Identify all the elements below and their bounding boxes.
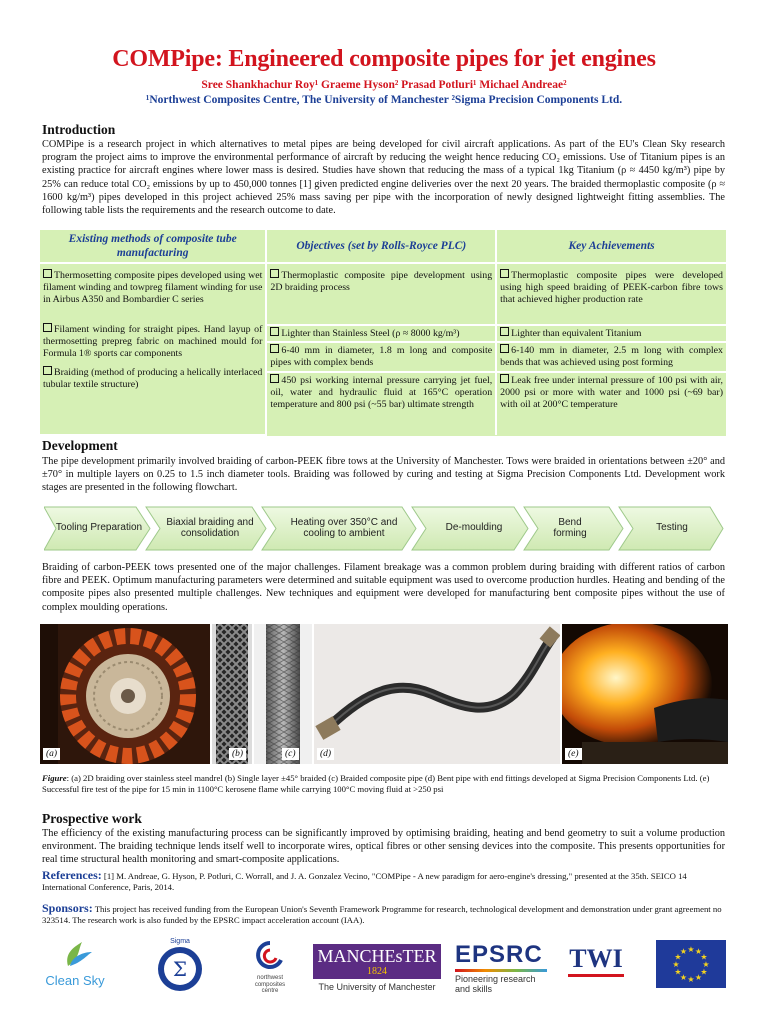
affiliations: ¹Northwest Composites Centre, The University of Manchester ²Sigma Precision Components Ltd. (145, 94, 623, 106)
prospective-heading: Prospective work (42, 811, 142, 826)
checkbox-bullet-icon (43, 366, 52, 375)
checkbox-bullet-icon (270, 344, 279, 353)
photo-braided-pipe (254, 624, 312, 764)
eu-star-icon: ★ (694, 972, 703, 982)
prospective-text: The efficiency of the existing manufacturing process can be significantly improved by optimising braiding, heating and bend geometry to suit a volume production environment. The braiding technique lends itself well to incorporate wires, optical fibres or other sensing devices into the composite. This presents opportunities for real time structural health monitoring and smart-composite applications. (42, 828, 725, 866)
flow-step-bend-forming: Bend forming (553, 516, 587, 539)
achievement-text: Thermoplastic composite pipes were developed using high speed braiding of PEEK-carbon fibre tows that achieved higher production rate (500, 270, 723, 306)
achievement-text: Lighter than equivalent Titanium (511, 328, 642, 339)
objective-text: Thermoplastic composite pipe development using 2D braiding process (270, 270, 493, 294)
figure-caption-label: Figure (42, 773, 67, 783)
figure-caption-text: : (a) 2D braiding over stainless steel mandrel (b) Single layer ±45° braided (c) Braided composite pipe (d) Bent pipe with end fittings developed at Sigma Precision Components Ltd. (e) Successful fire test of the pipe for 15 min in 1100°C kerosene flame while carrying 100°C moving fluid at >250 psi (42, 773, 710, 795)
clean-sky-logo (38, 940, 112, 992)
figure-label-c: (c) (282, 748, 299, 760)
eu-star-icon: ★ (679, 972, 688, 982)
twi-wordmark: TWI (568, 944, 624, 977)
table-cell-achievement (496, 372, 726, 435)
sponsors-label: Sponsors: (42, 901, 93, 915)
eu-star-icon: ★ (674, 952, 682, 962)
existing-method-item: Thermosetting composite pipes developed using wet filament winding and towpreg filament winding for use in Airbus A350 and Bombardier C series (43, 270, 263, 306)
objective-text: Lighter than Stainless Steel (ρ ≈ 8000 kg/m³) (281, 328, 460, 339)
photo-single-layer-braid (212, 624, 252, 764)
nwcc-swirl-icon (245, 940, 295, 970)
existing-method-item: Filament winding for straight pipes. Hand layup of thermosetting prepreg fabric on machined mould for Formula 1® sports car components (43, 323, 263, 360)
references-text: [1] M. Andreae, G. Hyson, P. Potluri, C. Worrall, and J. A. Gonzalez Vecino, "COMPipe - A new paradigm for aero-engine's dressing," presented at the 35th. SEICO 14 International Conference, Paris, 2014. (42, 871, 687, 892)
column-header-objectives: Objectives (set by Rolls-Royce PLC) (266, 230, 496, 263)
checkbox-bullet-icon (43, 269, 52, 278)
checkbox-bullet-icon (500, 269, 509, 278)
author-list: Sree Shankhachur Roy¹ Graeme Hyson² Prasad Potluri¹ Michael Andreae² (201, 79, 567, 91)
references-label: References: (42, 868, 102, 882)
table-cell-achievement (496, 325, 726, 342)
eu-star-icon: ★ (679, 947, 688, 957)
figure-label-a: (a) (43, 748, 60, 760)
twi-logo (568, 944, 624, 996)
flow-step-testing: Testing (656, 522, 688, 534)
manchester-wordmark: MANCHEsTER (313, 944, 441, 966)
figure-label-b: (b) (229, 748, 246, 760)
objective-text: 6-40 mm in diameter, 1.8 m long and composite pipes with complex bends (270, 345, 493, 369)
clean-sky-icon (38, 940, 112, 970)
figure-label-d: (d) (317, 748, 334, 760)
achievement-text: 6-140 mm in diameter, 2.5 m long with complex bends that was achieved using post forming (500, 345, 723, 369)
photo-bent-pipe (314, 624, 560, 764)
sigma-icon (150, 945, 210, 993)
epsrc-subtitle: Pioneering research and skills (455, 974, 536, 994)
eu-flag-icon (656, 940, 726, 988)
objective-text: 450 psi working internal pressure carrying jet fuel, oil, water and hydraulic fluid at 165°C operation temperature and 800 psi (~55 bar) ultimate strength (270, 374, 493, 411)
eu-star-icon: ★ (694, 947, 703, 957)
checkbox-bullet-icon (270, 269, 279, 278)
fire-test-image (562, 624, 728, 764)
figure-caption (42, 773, 725, 795)
checkbox-bullet-icon (500, 327, 509, 336)
checkbox-bullet-icon (500, 374, 509, 383)
eu-star-icon: ★ (672, 960, 680, 969)
nwcc-text-line: centre (261, 988, 279, 994)
manchester-year: 1824 (313, 966, 441, 979)
checkbox-bullet-icon (43, 323, 52, 332)
existing-method-item: Braiding (method of producing a helically interlaced tubular textile structure) (43, 367, 263, 391)
table-cell-achievement (496, 342, 726, 371)
photo-braiding-machine (40, 624, 210, 764)
references (42, 870, 725, 893)
introduction-text: COMPipe is a research project in which alternatives to metal pipes are being developed for civil aircraft applications. As part of the EU's Clean Sky research program the project aims to improve the environmental performance of aircraft by reducing the weight hence reducing CO₂ emissions. Use of Titanium pipes is an existing practice for aircraft engines where lower mass is desired. Studies have shown that reducing the mass of a typical 1kg Titanium (ρ ≈ 4450 kg/m³) pipe by 25% can reduce total CO₂ emissions by up to 450,000 tonnes [1] given predicted engine deliveries over the next 20 years. The braided thermoplastic composite (ρ ≈ 1600 kg/m³) pipes developed in this project achieved 25% mass saving per pipe with the incorporation of newly designed lightweight fitting assemblies. The following table lists the requirements and the research outcome to date. (42, 139, 725, 217)
eu-flag-logo (656, 940, 726, 992)
epsrc-color-bar (455, 969, 547, 972)
flow-step-braiding: Biaxial braiding and consolidation (166, 516, 254, 539)
manchester-logo (313, 944, 441, 996)
epsrc-logo (455, 942, 547, 994)
bent-pipe-image (314, 624, 560, 764)
sponsors (42, 903, 725, 926)
eu-star-icon: ★ (687, 945, 695, 954)
eu-star-icon: ★ (702, 960, 710, 969)
epsrc-wordmark: EPSRC (455, 941, 543, 968)
photo-fire-test (562, 624, 728, 764)
clean-sky-text: Clean Sky (45, 973, 105, 988)
checkbox-bullet-icon (270, 374, 279, 383)
braid-texture-image (212, 624, 252, 764)
existing-methods-cell (40, 263, 266, 435)
development-text: The pipe development primarily involved braiding of carbon-PEEK fibre tows at the University of Manchester. Tows were braided in orientations between ±20° and ±70° in multiple layers on 0.25 to 1.5 inch diameter tools. Braiding was followed by curing and testing at Sigma Precision Components Ltd. Development work stages are presented in the following flowchart. (42, 456, 725, 494)
table-cell-objective (266, 325, 496, 342)
braiding-machine-image (40, 624, 210, 764)
table-cell-objective (266, 342, 496, 371)
braided-pipe-image (254, 624, 312, 764)
flow-step-demoulding: De-moulding (445, 522, 503, 534)
sigma-text: Sigma (170, 938, 190, 945)
nwcc-text-line: northwest (256, 975, 283, 981)
table-cell-achievement (496, 263, 726, 325)
poster-title: COMPipe: Engineered composite pipes for jet engines (112, 46, 656, 72)
nwcc-text-line: composites (254, 981, 286, 988)
figure-label-e: (e) (565, 748, 582, 760)
table-cell-objective (266, 263, 496, 325)
table-cell-objective (266, 372, 496, 435)
column-header-existing: Existing methods of composite tube manufacturing (40, 230, 266, 263)
svg-text:Σ: Σ (172, 957, 188, 981)
eu-star-icon: ★ (687, 975, 695, 984)
eu-star-icon: ★ (700, 967, 708, 977)
achievement-text: Leak free under internal pressure of 100 psi with air, 2000 psi or more with water and 1000 psi (~69 bar) with oil at 200°C temperature (500, 374, 723, 411)
introduction-heading: Introduction (42, 122, 116, 137)
flow-step-tooling: Tooling Preparation (55, 522, 143, 534)
checkbox-bullet-icon (500, 344, 509, 353)
development-heading: Development (42, 438, 118, 453)
checkbox-bullet-icon (270, 327, 279, 336)
eu-star-icon: ★ (700, 952, 708, 962)
manchester-subtitle: The University of Manchester (318, 982, 436, 992)
sigma-logo (150, 938, 210, 990)
sponsors-text: This project has received funding from the European Union's Seventh Framework Programme for research, technological development and demonstration under grant agreement no 323514. The research work is also funded by the EPSRC impact acceleration account (IAA). (42, 904, 722, 925)
development-text-2: Braiding of carbon-PEEK tows presented one of the major challenges. Filament breakage was a common problem during braiding with different ratios of carbon fibre and PEEK. Optimum manufacturing parameters were determined and suitable equipment was used to overcome production hurdles. Heating and bending of the composite pipes also presented multiple challenges. New techniques and equipment were developed for manufacturing bent composite pipes without the use of complex moulding operations. (42, 562, 725, 613)
development-flowchart (44, 506, 724, 552)
flow-step-heating: Heating over 350°C and cooling to ambient (290, 516, 398, 539)
eu-star-icon: ★ (674, 967, 682, 977)
column-header-achievements: Key Achievements (496, 230, 726, 263)
nwcc-logo (245, 940, 295, 992)
requirements-table (40, 230, 726, 436)
